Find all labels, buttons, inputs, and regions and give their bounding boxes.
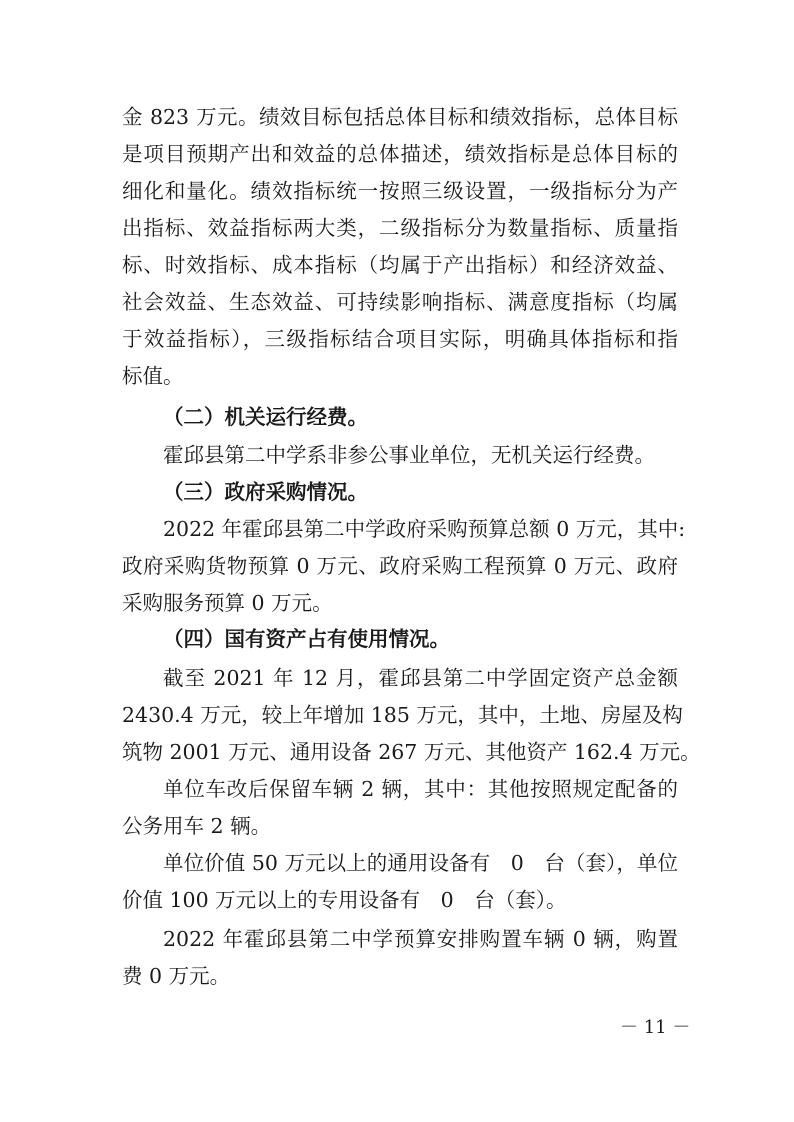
- text-line: 霍邱县第二中学系非参公事业单位，无机关运行经费。: [163, 443, 655, 467]
- text-line: 截至 2021 年 12 月，霍邱县第二中学固定资产总金额: [163, 666, 678, 690]
- section-heading-operating-expenses: （二）机关运行经费。: [163, 405, 368, 429]
- text-line: 政府采购货物预算 0 万元、政府采购工程预算 0 万元、政府: [122, 554, 678, 578]
- text-line: 公务用车 2 辆。: [122, 814, 272, 838]
- text-line: 单位车改后保留车辆 2 辆，其中：其他按照规定配备的: [163, 777, 678, 801]
- text-line: 2022 年霍邱县第二中学政府采购预算总额 0 万元，其中:: [163, 517, 686, 541]
- text-line: 标、时效指标、成本指标（均属于产出指标）和经济效益、: [122, 253, 678, 277]
- text-line: 采购服务预算 0 万元。: [122, 591, 333, 615]
- section-heading-state-assets: （四）国有资产占有使用情况。: [163, 627, 450, 651]
- text-line: 细化和量化。绩效指标统一按照三级设置，一级指标分为产: [122, 179, 678, 203]
- text-line: 于效益指标），三级指标结合项目实际，明确具体指标和指: [122, 327, 678, 351]
- text-line: 2430.4 万元，较上年增加 185 万元，其中，土地、房屋及构: [122, 703, 683, 727]
- text-line: 是项目预期产出和效益的总体描述，绩效指标是总体目标的: [122, 142, 678, 166]
- page-number: － 11 －: [620, 1017, 691, 1038]
- text-line: 2022 年霍邱县第二中学预算安排购置车辆 0 辆，购置: [163, 927, 678, 951]
- text-line: 标值。: [122, 364, 184, 388]
- text-line: 金 823 万元。绩效目标包括总体目标和绩效指标，总体目标: [122, 105, 678, 129]
- text-line: 筑物 2001 万元、通用设备 267 万元、其他资产 162.4 万元。: [122, 740, 701, 764]
- section-heading-procurement: （三）政府采购情况。: [163, 480, 368, 504]
- text-line: 费 0 万元。: [122, 964, 231, 988]
- text-line: 价值 100 万元以上的专用设备有 0 台（套）。: [122, 888, 567, 912]
- text-line: 出指标、效益指标两大类，二级指标分为数量指标、质量指: [122, 216, 678, 240]
- text-line: 单位价值 50 万元以上的通用设备有 0 台（套），单位: [163, 851, 678, 875]
- text-line: 社会效益、生态效益、可持续影响指标、满意度指标（均属: [122, 290, 678, 314]
